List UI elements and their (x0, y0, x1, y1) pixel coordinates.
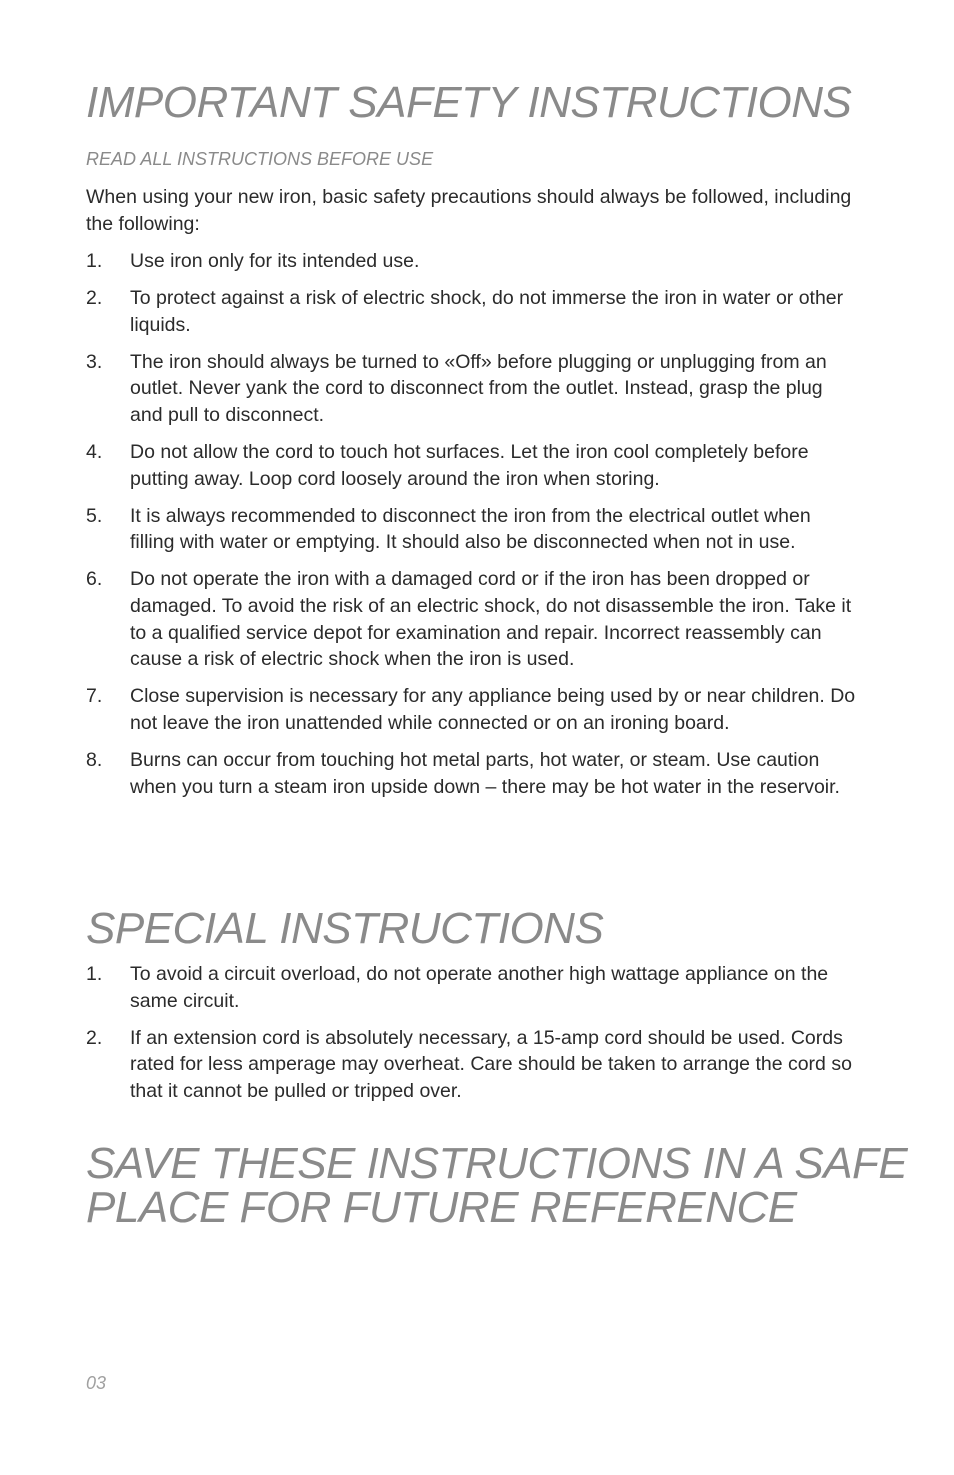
save-title-line2: PLACE FOR FUTURE REFERENCE (86, 1183, 797, 1232)
list-item: 2. To protect against a risk of electric shock, do not immerse the iron in water or other liquids. (86, 287, 844, 336)
save-title-line1: SAVE THESE INSTRUCTIONS IN A SAFE (86, 1139, 908, 1188)
special-list (86, 961, 886, 1115)
page-number: 03 (86, 1373, 107, 1393)
list-item: 3. The iron should always be turned to «Off» before plugging or unplugging from an outlet. Never yank the cord to disconnect from the outlet. Instead, grasp the plug and pull to disconnect. (86, 350, 827, 426)
special-title: SPECIAL INSTRUCTIONS (86, 904, 604, 953)
list-item: 1. Use iron only for its intended use. (86, 250, 420, 272)
list-item: 6. Do not operate the iron with a damaged cord or if the iron has been dropped or damaged. To avoid the risk of an electric shock, do not disassemble the iron. Take it to a qualified service depot for examination and repair. Incorrect reassembly can cause a risk of electric shock when the iron is used. (86, 568, 852, 671)
safety-list (86, 248, 886, 811)
safety-title: IMPORTANT SAFETY INSTRUCTIONS (86, 78, 852, 127)
list-item: 8. Burns can occur from touching hot metal parts, hot water, or steam. Use caution when you turn a steam iron upside down – there may be hot water in the reservoir. (86, 749, 840, 798)
list-item: 5. It is always recommended to disconnect the iron from the electrical outlet when filling with water or emptying. It should also be disconnected when not in use. (86, 504, 811, 554)
safety-subtitle: READ ALL INSTRUCTIONS BEFORE USE (86, 149, 434, 169)
safety-intro: When using your new iron, basic safety precautions should always be followed, including the following: (86, 186, 852, 235)
list-item: 4. Do not allow the cord to touch hot surfaces. Let the iron cool completely before putting away. Loop cord loosely around the iron when storing. (86, 441, 809, 490)
list-item: 7. Close supervision is necessary for any appliance being used by or near children. Do not leave the iron unattended while connected or on an ironing board. (86, 685, 856, 734)
list-item: 1. To avoid a circuit overload, do not operate another high wattage appliance on the same circuit. (86, 963, 829, 1012)
list-item: 2. If an extension cord is absolutely necessary, a 15-amp cord should be used. Cords rated for less amperage may overheat. Care should be taken to arrange the cord so that it cannot be pulled or tripped over. (86, 1026, 852, 1102)
